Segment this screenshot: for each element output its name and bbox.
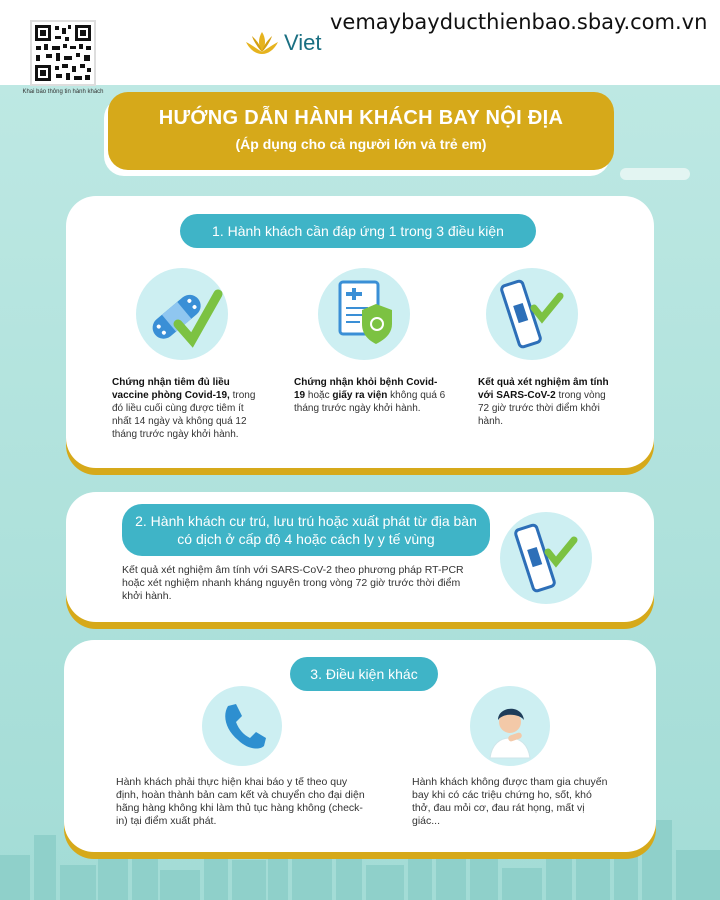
icon-bg [486, 268, 578, 360]
medical-certificate-icon [318, 268, 410, 360]
condition-detail: trong vòng 72 giờ trước thời điểm khởi hành. [478, 390, 606, 427]
section-3-heading: 3. Điều kiện khác [290, 657, 438, 691]
condition-detail: không quá 6 tháng trước ngày khởi hành. [294, 390, 446, 414]
section-1-card [66, 196, 654, 468]
bandage-check-icon [136, 268, 228, 360]
test-kit-icon [486, 268, 578, 360]
condition-vaccine-text [112, 376, 260, 441]
phone-icon [202, 686, 282, 766]
section-2-card [66, 492, 654, 622]
section-2-heading: 2. Hành khách cư trú, lưu trú hoặc xuất phát từ địa bàn có dịch ở cấp độ 4 hoặc cách ly y tế vùng [122, 504, 490, 556]
section-3-card [64, 640, 656, 852]
condition-detail: trong đó liều cuối cùng được tiêm ít nhất 14 ngày và không quá 12 tháng trước ngày khởi hành. [112, 390, 256, 440]
condition-declaration-text: Hành khách phải thực hiện khai báo y tế theo quy định, hoàn thành bản cam kết và chuyển cho đại diện hãng hàng không khi làm thủ tục hàng không (check-in) tại điểm xuất phát. [116, 776, 365, 827]
icon-bg [202, 686, 282, 766]
icon-bg [500, 512, 592, 604]
condition-bold: giấy ra viện [332, 390, 388, 401]
section-1-heading: 1. Hành khách cần đáp ứng 1 trong 3 điều kiện [180, 214, 536, 248]
condition-detail: hoặc [305, 390, 333, 401]
condition-symptoms-text: Hành khách không được tham gia chuyến bay khi có các triệu chứng ho, sốt, khó thở, đau mỏi cơ, đau rát họng, mất vị giác... [412, 776, 608, 827]
section-2-text: Kết quả xét nghiệm âm tính với SARS-CoV-2 theo phương pháp RT-PCR hoặc xét nghiệm nhanh kháng nguyên trong vòng 72 giờ trước thời điểm khởi hành. [122, 564, 464, 602]
icon-bg [318, 268, 410, 360]
site-url-watermark[interactable]: vemaybayducthienbao.sbay.com.vn [330, 10, 708, 34]
page-title: HƯỚNG DẪN HÀNH KHÁCH BAY NỘI ĐỊA [158, 107, 564, 129]
test-kit-icon [500, 512, 592, 604]
icon-bg [136, 268, 228, 360]
condition-test-text [478, 376, 612, 428]
qr-code[interactable] [30, 20, 96, 86]
condition-bold: Chứng nhận khỏi bệnh Covid-19 [294, 377, 438, 401]
title-banner [108, 92, 614, 170]
page-subtitle: (Áp dụng cho cả người lớn và trẻ em) [235, 136, 487, 152]
cloud-decoration [620, 168, 690, 180]
icon-bg [470, 686, 550, 766]
condition-bold: Kết quả xét nghiệm âm tính với SARS-CoV-2 [478, 377, 609, 401]
airline-logo [244, 30, 322, 56]
qr-caption: Khai báo thông tin hành khách [22, 89, 104, 95]
condition-bold: Chứng nhận tiêm đủ liều vaccine phòng Covid-19, [112, 377, 230, 401]
sick-person-icon [470, 686, 550, 766]
qr-code-icon [32, 22, 94, 84]
lotus-icon [244, 30, 280, 56]
logo-text: Viet [284, 30, 322, 55]
condition-recovery-text [294, 376, 446, 415]
